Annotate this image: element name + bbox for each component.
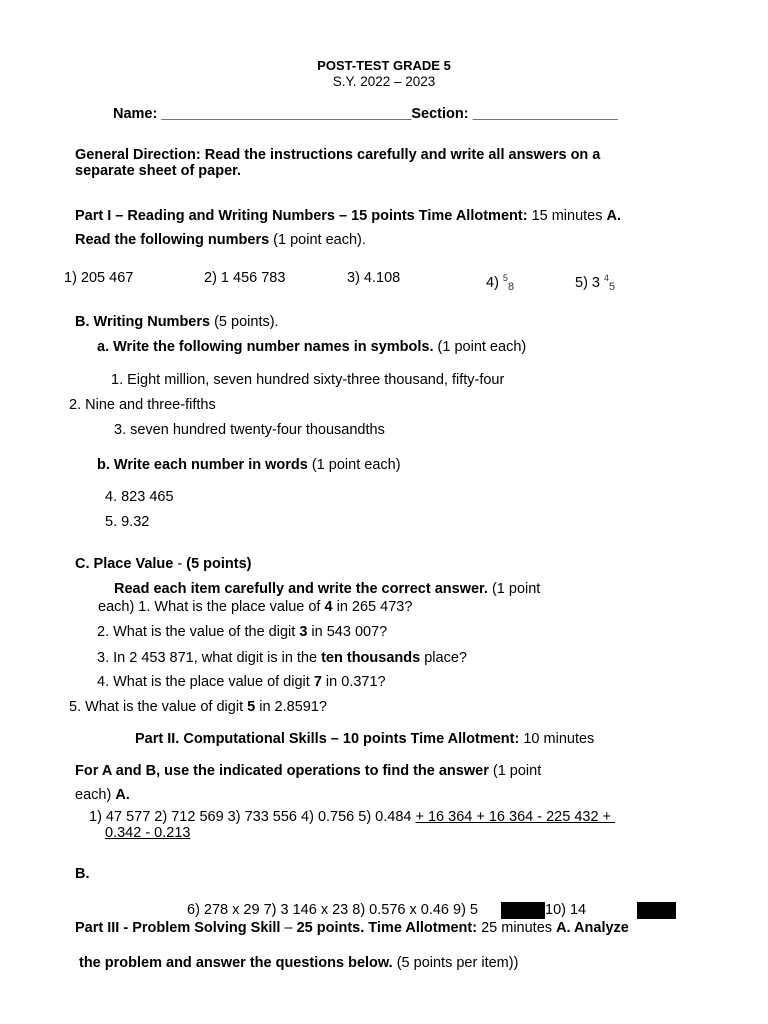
part2-each: each) bbox=[75, 787, 116, 803]
multiplication-row-10: 10) 14 bbox=[545, 902, 587, 918]
question-key: ten thousands bbox=[321, 650, 421, 666]
symbols-item: 2. Nine and three-fifths bbox=[69, 397, 216, 413]
multiplication-row: 6) 278 x 29 7) 3 146 x 23 8) 0.576 x 0.46 9) 5 bbox=[187, 902, 483, 918]
part3-heading-title: Part III - Problem Solving Skill bbox=[75, 920, 281, 936]
read-number-1: 1) 205 467 bbox=[64, 270, 134, 286]
part3-dash: – bbox=[280, 920, 297, 936]
part3-instruction-note: (5 points per item)) bbox=[392, 955, 519, 971]
read-instruction-bold: Read the following numbers bbox=[75, 232, 270, 248]
part2-instruction-note: (1 point bbox=[488, 763, 542, 779]
part2-b-label: B. bbox=[75, 866, 90, 882]
words-instruction-bold: b. Write each number in words bbox=[97, 457, 308, 473]
read-number-5-label: 5) 3 bbox=[575, 275, 605, 291]
part1-time: 15 minutes bbox=[531, 208, 607, 224]
question-text: in 265 473? bbox=[332, 599, 413, 615]
words-instruction bbox=[97, 456, 401, 474]
read-number-4 bbox=[486, 269, 514, 296]
part3-instruction bbox=[79, 954, 518, 972]
question-key: 5 bbox=[247, 699, 256, 715]
question-key: 7 bbox=[313, 674, 322, 690]
part3-instruction-bold: the problem and answer the questions below. bbox=[79, 955, 393, 971]
place-value-heading bbox=[75, 555, 251, 573]
fraction-denominator: 8 bbox=[507, 281, 515, 293]
words-item: 5. 9.32 bbox=[105, 514, 150, 530]
question-text: each) 1. What is the place value of bbox=[98, 599, 325, 615]
general-direction-line1: General Direction: Read the instructions carefully and write all answers on a bbox=[75, 147, 601, 163]
place-value-question-1 bbox=[98, 598, 412, 616]
read-number-5 bbox=[575, 269, 615, 296]
redaction-box bbox=[637, 902, 676, 919]
fraction-numerator: 4 bbox=[604, 273, 610, 283]
place-value-dash: - bbox=[173, 556, 187, 572]
redaction-box bbox=[501, 902, 545, 919]
question-text: place? bbox=[420, 650, 467, 666]
part1-heading bbox=[75, 207, 621, 225]
page-title: POST-TEST GRADE 5 bbox=[317, 58, 451, 73]
symbols-item: 1. Eight million, seven hundred sixty-three thousand, fifty-four bbox=[111, 372, 505, 388]
place-value-question-2 bbox=[97, 623, 387, 641]
fraction-numerator: 5 bbox=[502, 273, 508, 283]
read-number-4-label: 4) bbox=[486, 275, 503, 291]
place-value-instruction-note: (1 point bbox=[487, 581, 541, 597]
place-value-points: (5 points) bbox=[186, 556, 252, 572]
question-text: in 2.8591? bbox=[255, 699, 327, 715]
part1-heading-title: Part I – Reading and Writing Numbers – 15 points Time Allotment: bbox=[75, 208, 532, 224]
symbols-instruction-bold: a. Write the following number names in symbols. bbox=[97, 339, 434, 355]
place-value-question-4 bbox=[97, 673, 386, 691]
read-number-3: 3) 4.108 bbox=[347, 270, 401, 286]
section-blank: __________________ bbox=[472, 106, 618, 122]
question-text: in 543 007? bbox=[307, 624, 388, 640]
name-blank: _______________________________ bbox=[161, 106, 412, 122]
part2-time: 10 minutes bbox=[519, 731, 595, 747]
name-label: Name: bbox=[113, 106, 162, 122]
symbols-instruction-note: (1 point each) bbox=[433, 339, 527, 355]
part2-instruction bbox=[75, 762, 541, 780]
part3-heading bbox=[75, 919, 629, 937]
general-direction-line2: separate sheet of paper. bbox=[75, 163, 242, 179]
question-text: 5. What is the value of digit bbox=[69, 699, 248, 715]
symbols-instruction bbox=[97, 338, 526, 356]
question-text: 4. What is the place value of digit bbox=[97, 674, 314, 690]
part1-read-instruction bbox=[75, 231, 366, 249]
part2-a-label: A. bbox=[115, 787, 130, 803]
words-instruction-note: (1 point each) bbox=[307, 457, 401, 473]
words-item: 4. 823 465 bbox=[105, 489, 174, 505]
read-number-2: 2) 1 456 783 bbox=[204, 270, 286, 286]
symbols-item: 3. seven hundred twenty-four thousandths bbox=[114, 422, 385, 438]
part2-heading-title: Part II. Computational Skills – 10 points Time Allotment: bbox=[135, 731, 520, 747]
part3-time: 25 minutes bbox=[477, 920, 557, 936]
part2-instruction-cont bbox=[75, 786, 130, 804]
place-value-instruction-bold: Read each item carefully and write the correct answer. bbox=[114, 581, 488, 597]
addition-subtraction-row-cont: 0.342 - 0.213 bbox=[105, 825, 191, 841]
place-value-question-5 bbox=[69, 698, 327, 716]
operations-problems: 1) 47 577 2) 712 569 3) 733 556 4) 0.756 5) 0.484 bbox=[89, 809, 416, 825]
operations-underlined: + 16 364 + 16 364 - 225 432 + bbox=[415, 809, 616, 825]
part3-points: 25 points. Time Allotment: bbox=[296, 920, 478, 936]
name-section-line bbox=[113, 105, 618, 123]
question-text: 3. In 2 453 871, what digit is in the bbox=[97, 650, 322, 666]
question-text: in 0.371? bbox=[321, 674, 386, 690]
writing-numbers-heading bbox=[75, 313, 279, 331]
place-value-instruction bbox=[114, 580, 540, 598]
school-year: S.Y. 2022 – 2023 bbox=[332, 74, 436, 89]
part2-heading bbox=[135, 730, 594, 748]
question-key: 3 bbox=[299, 624, 308, 640]
place-value-title: C. Place Value bbox=[75, 556, 174, 572]
writing-numbers-points: (5 points). bbox=[210, 314, 279, 330]
writing-numbers-title: B. Writing Numbers bbox=[75, 314, 211, 330]
part3-a-label: A. Analyze bbox=[556, 920, 629, 936]
question-text: 2. What is the value of the digit bbox=[97, 624, 300, 640]
question-key: 4 bbox=[324, 599, 333, 615]
part1-a-label: A. bbox=[606, 208, 622, 224]
fraction-denominator: 5 bbox=[609, 281, 616, 293]
part2-instruction-bold: For A and B, use the indicated operations to find the answer bbox=[75, 763, 489, 779]
section-label: Section: bbox=[411, 106, 473, 122]
read-instruction-note: (1 point each). bbox=[269, 232, 366, 248]
place-value-question-3 bbox=[97, 649, 467, 667]
